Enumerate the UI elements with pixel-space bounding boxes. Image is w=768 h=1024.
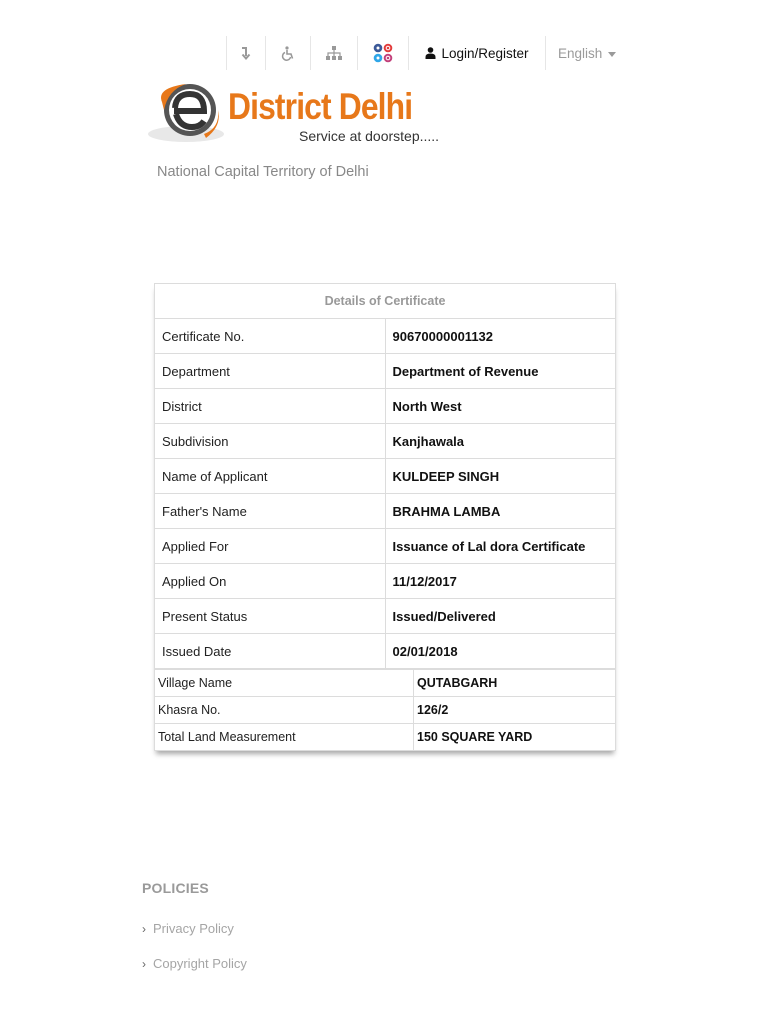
row-value: 02/01/2018 [385,634,616,669]
social-media-button[interactable] [357,36,408,70]
language-label: English [558,46,603,61]
row-label: Name of Applicant [155,459,386,494]
certificate-table [154,283,616,669]
sitemap-icon [326,46,342,60]
table-row [155,424,616,459]
row-label: Subdivision [155,424,386,459]
row-value: KULDEEP SINGH [385,459,616,494]
copyright-policy-label: Copyright Policy [153,956,247,971]
wheelchair-icon [281,46,295,61]
caret-down-icon [608,52,616,57]
chevron-right-icon: › [142,921,146,936]
table-row [155,494,616,529]
login-register-label: Login/Register [441,45,529,61]
policies-heading: POLICIES [142,880,209,896]
privacy-policy-link[interactable] [142,921,234,936]
sitemap-button[interactable] [310,36,357,70]
row-label: Village Name [155,670,414,697]
table-row [155,389,616,424]
row-label: Father's Name [155,494,386,529]
row-label: Applied On [155,564,386,599]
certificate-heading: Details of Certificate [155,284,616,319]
row-value: Issuance of Lal dora Certificate [385,529,616,564]
row-value: 11/12/2017 [385,564,616,599]
table-row [155,724,616,751]
row-value: 150 SQUARE YARD [414,724,616,751]
row-label: Department [155,354,386,389]
table-row [155,459,616,494]
row-label: District [155,389,386,424]
table-row [155,319,616,354]
logo-tagline: Service at doorstep..... [299,128,440,144]
table-row [155,697,616,724]
row-value: 126/2 [414,697,616,724]
row-value: BRAHMA LAMBA [385,494,616,529]
row-label: Certificate No. [155,319,386,354]
table-row [155,634,616,669]
copyright-policy-link[interactable] [142,956,247,971]
row-value: Issued/Delivered [385,599,616,634]
row-label: Issued Date [155,634,386,669]
social-media-icon [373,43,393,63]
certificate-details [154,283,616,751]
top-toolbar [226,36,546,70]
user-icon [425,47,436,59]
e-globe-icon [146,80,230,146]
skip-to-content-button[interactable] [226,36,265,70]
login-register-button[interactable] [408,36,546,70]
table-row [155,599,616,634]
land-details-table [154,669,616,751]
language-select[interactable] [558,46,616,61]
row-label: Total Land Measurement [155,724,414,751]
row-value: Department of Revenue [385,354,616,389]
skip-arrow-icon [240,46,252,60]
row-value: North West [385,389,616,424]
district-delhi-logo[interactable] [146,80,446,150]
row-value: 90670000001132 [385,319,616,354]
table-row [155,354,616,389]
privacy-policy-label: Privacy Policy [153,921,234,936]
site-subtitle: National Capital Territory of Delhi [157,164,369,180]
table-row [155,564,616,599]
row-label: Applied For [155,529,386,564]
table-row [155,670,616,697]
row-label: Khasra No. [155,697,414,724]
row-value: Kanjhawala [385,424,616,459]
table-row [155,529,616,564]
accessibility-button[interactable] [265,36,310,70]
logo-title: District Delhi [228,86,413,127]
chevron-right-icon: › [142,956,146,971]
row-value: QUTABGARH [414,670,616,697]
row-label: Present Status [155,599,386,634]
